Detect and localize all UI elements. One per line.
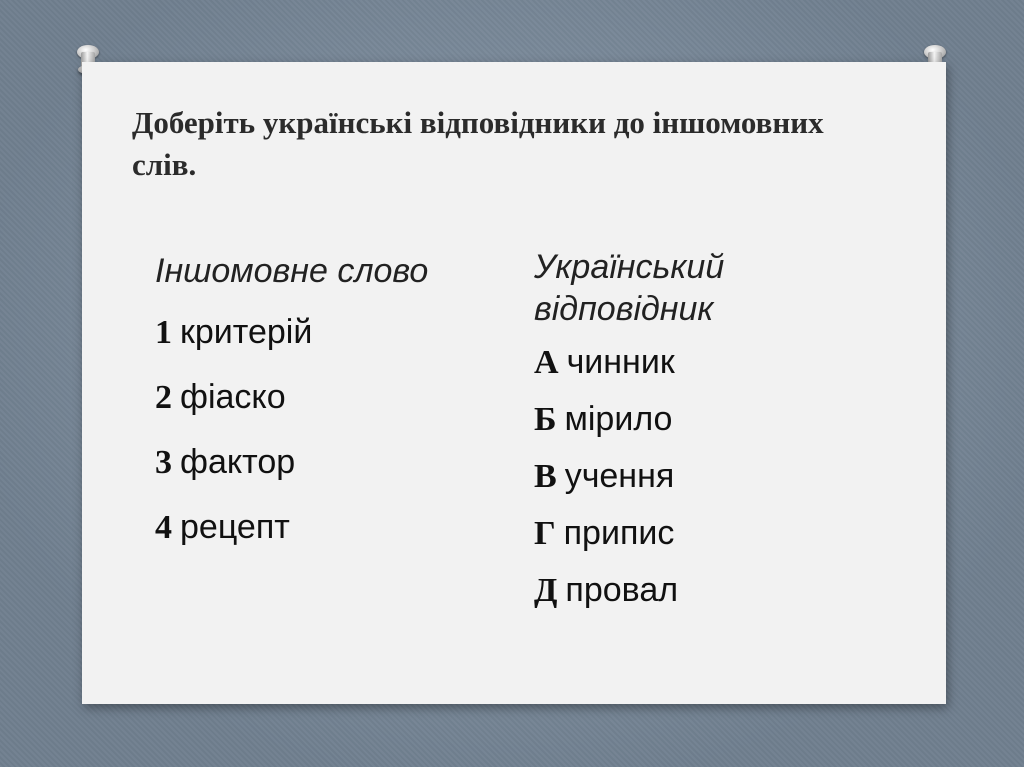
item-number: 2 <box>155 379 172 416</box>
item-word: учення <box>564 457 675 495</box>
item-number: 3 <box>155 444 172 481</box>
item-letter: А <box>534 344 559 381</box>
foreign-word-item <box>155 377 428 418</box>
foreign-word-item <box>155 507 428 548</box>
equivalent-item <box>534 456 794 497</box>
equivalent-item <box>534 513 794 554</box>
ukrainian-equivalents-column <box>534 246 794 627</box>
equivalent-item <box>534 342 794 383</box>
foreign-word-item <box>155 312 428 353</box>
foreign-words-column <box>155 250 428 572</box>
foreign-word-item <box>155 442 428 483</box>
item-word: чинник <box>566 343 675 381</box>
item-letter: Б <box>534 401 557 438</box>
item-letter: Д <box>534 572 558 609</box>
equivalent-item <box>534 399 794 440</box>
item-letter: В <box>534 458 557 495</box>
item-number: 1 <box>155 314 172 351</box>
item-word: рецепт <box>180 508 290 546</box>
item-letter: Г <box>534 515 556 552</box>
item-word: фактор <box>180 443 296 481</box>
item-word: мірило <box>564 400 673 438</box>
slide-title: Доберіть українські відповідники до іншомовних слів. <box>132 105 824 182</box>
item-word: критерій <box>180 313 313 351</box>
equivalent-item <box>534 570 794 611</box>
foreign-words-header: Іншомовне слово <box>155 252 429 290</box>
item-word: провал <box>565 571 679 609</box>
item-number: 4 <box>155 509 172 546</box>
item-word: припис <box>563 514 675 552</box>
slide-card <box>82 62 946 704</box>
item-word: фіаско <box>180 378 286 416</box>
ukrainian-equivalents-header: Український відповідник <box>534 248 725 328</box>
